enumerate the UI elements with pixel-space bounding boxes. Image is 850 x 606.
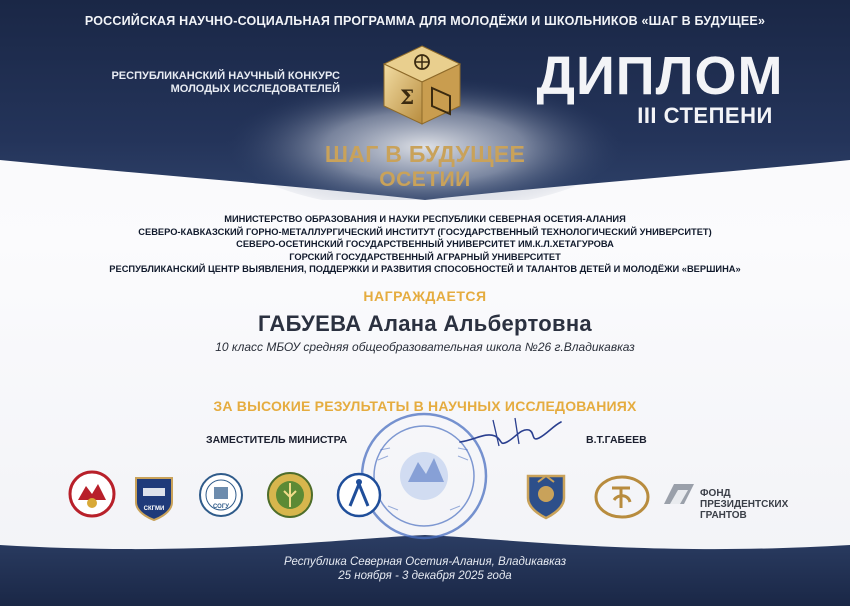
skgmi-label: СКГМИ [143, 506, 165, 512]
program-name-line-2: ОСЕТИИ [379, 168, 471, 191]
awarded-label: НАГРАЖДАЕТСЯ [363, 288, 487, 304]
program-name [290, 142, 560, 192]
ministry-shield-icon [524, 472, 568, 520]
diploma-title: ДИПЛОМ [536, 46, 784, 106]
skgmi-emblem-icon [133, 474, 175, 522]
fund-mark-icon [660, 480, 696, 508]
svg-text:Σ: Σ [400, 85, 415, 109]
organizer-line: СЕВЕРО-ОСЕТИНСКИЙ ГОСУДАРСТВЕННЫЙ УНИВЕРСИТЕТ ИМ.К.Л.ХЕТАГУРОВА [236, 239, 614, 250]
ossetia-emblem-icon [68, 470, 116, 518]
fund-line-2: ПРЕЗИДЕНТСКИХ [700, 499, 789, 510]
signer-title: ЗАМЕСТИТЕЛЬ МИНИСТРА [206, 434, 348, 446]
organizer-line: ГОРСКИЙ ГОСУДАРСТВЕННЫЙ АГРАРНЫЙ УНИВЕРСИТЕТ [289, 251, 561, 262]
monogram-emblem-icon [594, 474, 650, 520]
organizer-line: СЕВЕРО-КАВКАЗСКИЙ ГОРНО-МЕТАЛЛУРГИЧЕСКИЙ ИНСТИТУТ (ГОСУДАРСТВЕННЫЙ ТЕХНОЛОГИЧЕСКИЙ УНИВЕРСИТЕТ) [138, 226, 712, 237]
diploma-degree: III СТЕПЕНИ [637, 103, 773, 128]
contest-line-2: МОЛОДЫХ ИССЛЕДОВАТЕЛЕЙ [170, 83, 340, 95]
recipient-school: 10 класс МБОУ средняя общеобразовательная школа №26 г.Владикавказ [215, 340, 635, 354]
contest-line-1: РЕСПУБЛИКАНСКИЙ НАУЧНЫЙ КОНКУРС [111, 70, 340, 82]
organizer-line: МИНИСТЕРСТВО ОБРАЗОВАНИЯ И НАУКИ РЕСПУБЛИКИ СЕВЕРНАЯ ОСЕТИЯ-АЛАНИЯ [224, 214, 626, 224]
agrarian-university-emblem-icon [266, 471, 314, 519]
organizer-line: РЕСПУБЛИКАНСКИЙ ЦЕНТР ВЫЯВЛЕНИЯ, ПОДДЕРЖКИ И РАЗВИТИЯ СПОСОБНОСТЕЙ И ТАЛАНТОВ ДЕТЕЙ И МОЛОДЁЖИ «ВЕРШИНА» [109, 264, 741, 275]
fund-text [700, 488, 788, 521]
cube-logo-icon [382, 44, 462, 126]
recipient-name: ГАБУЕВА Алана Альбертовна [258, 311, 592, 336]
sogu-emblem-icon [198, 472, 244, 518]
achievement-text: ЗА ВЫСОКИЕ РЕЗУЛЬТАТЫ В НАУЧНЫХ ИССЛЕДОВАНИЯХ [213, 398, 637, 414]
program-header: РОССИЙСКАЯ НАУЧНО-СОЦИАЛЬНАЯ ПРОГРАММА ДЛЯ МОЛОДЁЖИ И ШКОЛЬНИКОВ «ШАГ В БУДУЩЕЕ» [84, 14, 766, 28]
footer-place: Республика Северная Осетия-Алания, Владикавказ [283, 556, 567, 568]
signer-name: В.Т.ГАБЕЕВ [586, 434, 647, 446]
organizers-list [40, 213, 810, 276]
sogu-label: СОГУ [213, 504, 229, 510]
presidential-grants-fund-logo [660, 476, 820, 526]
footer-dates: 25 ноября - 3 декабря 2025 года [338, 570, 512, 582]
program-name-line-1: ШАГ В БУДУЩЕЕ [324, 141, 526, 167]
contest-title [40, 70, 340, 96]
fund-line-3: ГРАНТОВ [700, 510, 747, 521]
vershina-center-emblem-icon [336, 472, 382, 518]
fund-line-1: ФОНД [700, 488, 731, 499]
signature-icon [455, 412, 565, 456]
